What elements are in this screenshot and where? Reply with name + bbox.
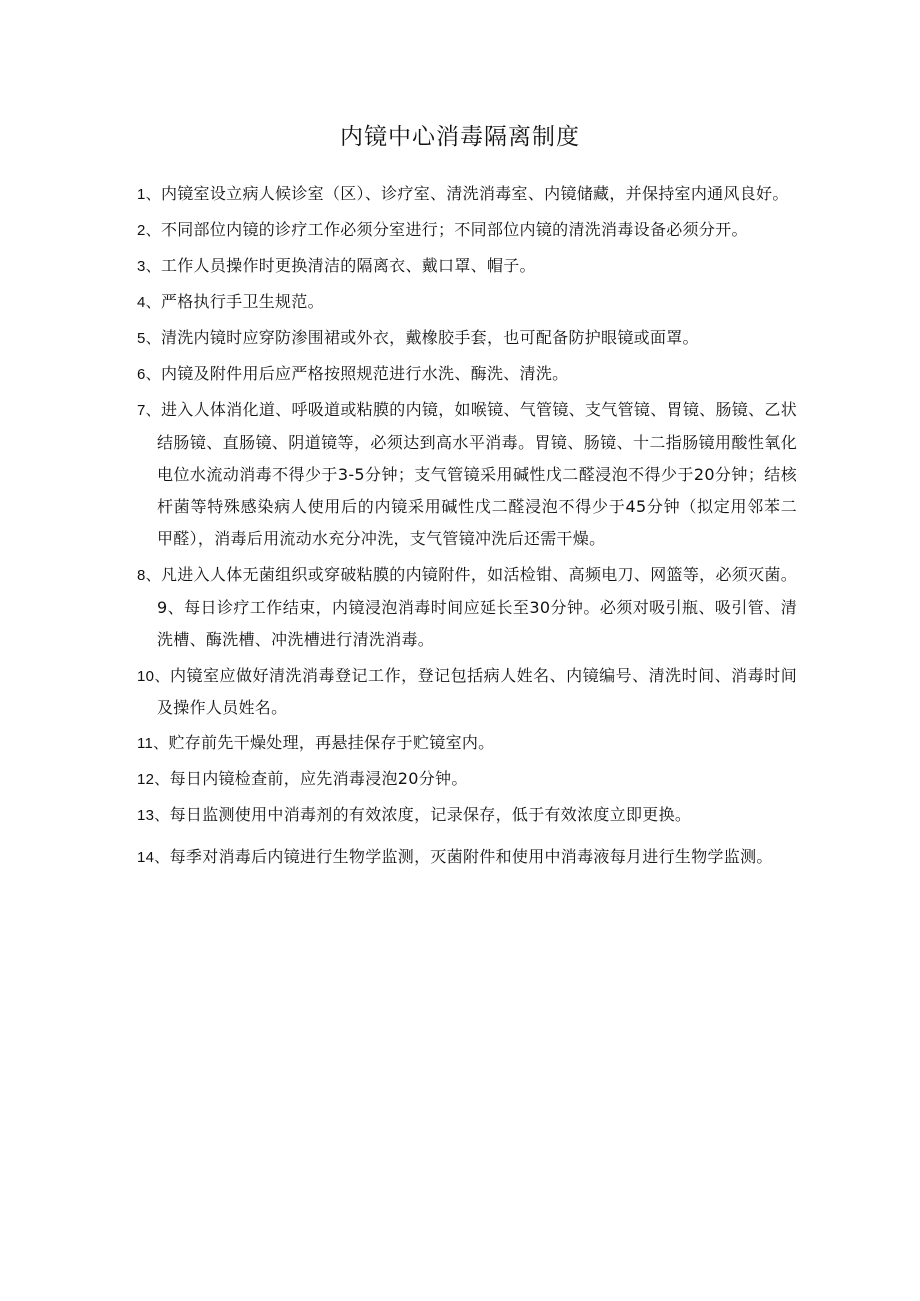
item-text: 工作人员操作时更换清洁的隔离衣、戴口罩、帽子。 <box>160 256 536 275</box>
list-item <box>137 214 797 246</box>
list-item <box>137 763 797 795</box>
item-text: 清洗内镜时应穿防渗围裙或外衣，戴橡胶手套，也可配备防护眼镜或面罩。 <box>160 328 699 347</box>
item-number: 12、 <box>137 771 170 788</box>
item-text: 内镜室设立病人候诊室（区）、诊疗室、清洗消毒室、内镜储藏，并保持室内通风良好。 <box>160 184 789 203</box>
item-text: 进入人体消化道、呼吸道或粘膜的内镜，如喉镜、气管镜、支气管镜、胃镜、肠镜、乙状结肠镜、直肠镜、阴道镜等，必须达到高水平消毒。胃镜、肠镜、十二指肠镜用酸性氧化电位水流动消毒不得少于3-5分钟；支气管镜采用碱性戊二醛浸泡不得少于20分钟；结核杆菌等特殊感染病人使用后的内镜采用碱性戊二醛浸泡不得少于45分钟（拟定用邻苯二甲醛），消毒后用流动水充分冲洗，支气管镜冲洗后还需干燥。 <box>157 400 797 548</box>
list-item <box>137 358 797 390</box>
item-text: 凡进入人体无菌组织或穿破粘膜的内镜附件，如活检钳、高频电刀、网篮等，必须灭菌。9、每日诊疗工作结束，内镜浸泡消毒时间应延长至30分钟。必须对吸引瓶、吸引管、清洗槽、酶洗槽、冲洗槽进行清洗消毒。 <box>157 565 797 649</box>
item-text: 每季对消毒后内镜进行生物学监测，灭菌附件和使用中消毒液每月进行生物学监测。 <box>169 847 773 866</box>
item-number: 4、 <box>137 294 161 311</box>
rules-list <box>137 178 797 884</box>
list-item <box>137 799 797 831</box>
list-item <box>137 559 797 656</box>
item-number: 3、 <box>137 258 161 275</box>
list-item <box>137 322 797 354</box>
item-number: 5、 <box>137 330 161 347</box>
item-text: 不同部位内镜的诊疗工作必须分室进行；不同部位内镜的清洗消毒设备必须分开。 <box>160 220 748 239</box>
item-number: 13、 <box>137 807 170 824</box>
list-item <box>137 178 797 210</box>
item-text: 每日内镜检查前，应先消毒浸泡20分钟。 <box>169 769 468 788</box>
list-item <box>137 286 797 318</box>
item-number: 8、 <box>137 567 161 584</box>
list-item <box>137 660 797 723</box>
item-number: 11、 <box>137 735 169 752</box>
item-number: 14、 <box>137 849 170 866</box>
item-text: 每日监测使用中消毒剂的有效浓度，记录保存，低于有效浓度立即更换。 <box>169 805 692 824</box>
list-item <box>137 250 797 282</box>
item-number: 2、 <box>137 222 161 239</box>
item-number: 10、 <box>137 668 170 685</box>
item-text: 内镜室应做好清洗消毒登记工作，登记包括病人姓名、内镜编号、清洗时间、消毒时间及操作人员姓名。 <box>157 666 797 717</box>
item-number: 6、 <box>137 366 161 383</box>
list-item <box>137 394 797 555</box>
item-number: 7、 <box>137 402 161 419</box>
item-text: 内镜及附件用后应严格按照规范进行水洗、酶洗、清洗。 <box>160 364 569 383</box>
document-title: 内镜中心消毒隔离制度 <box>340 124 580 150</box>
item-text: 严格执行手卫生规范。 <box>160 292 324 311</box>
list-item <box>137 835 797 880</box>
item-number: 1、 <box>137 186 161 203</box>
item-text: 贮存前先干燥处理，再悬挂保存于贮镜室内。 <box>168 733 495 752</box>
list-item <box>137 727 797 759</box>
